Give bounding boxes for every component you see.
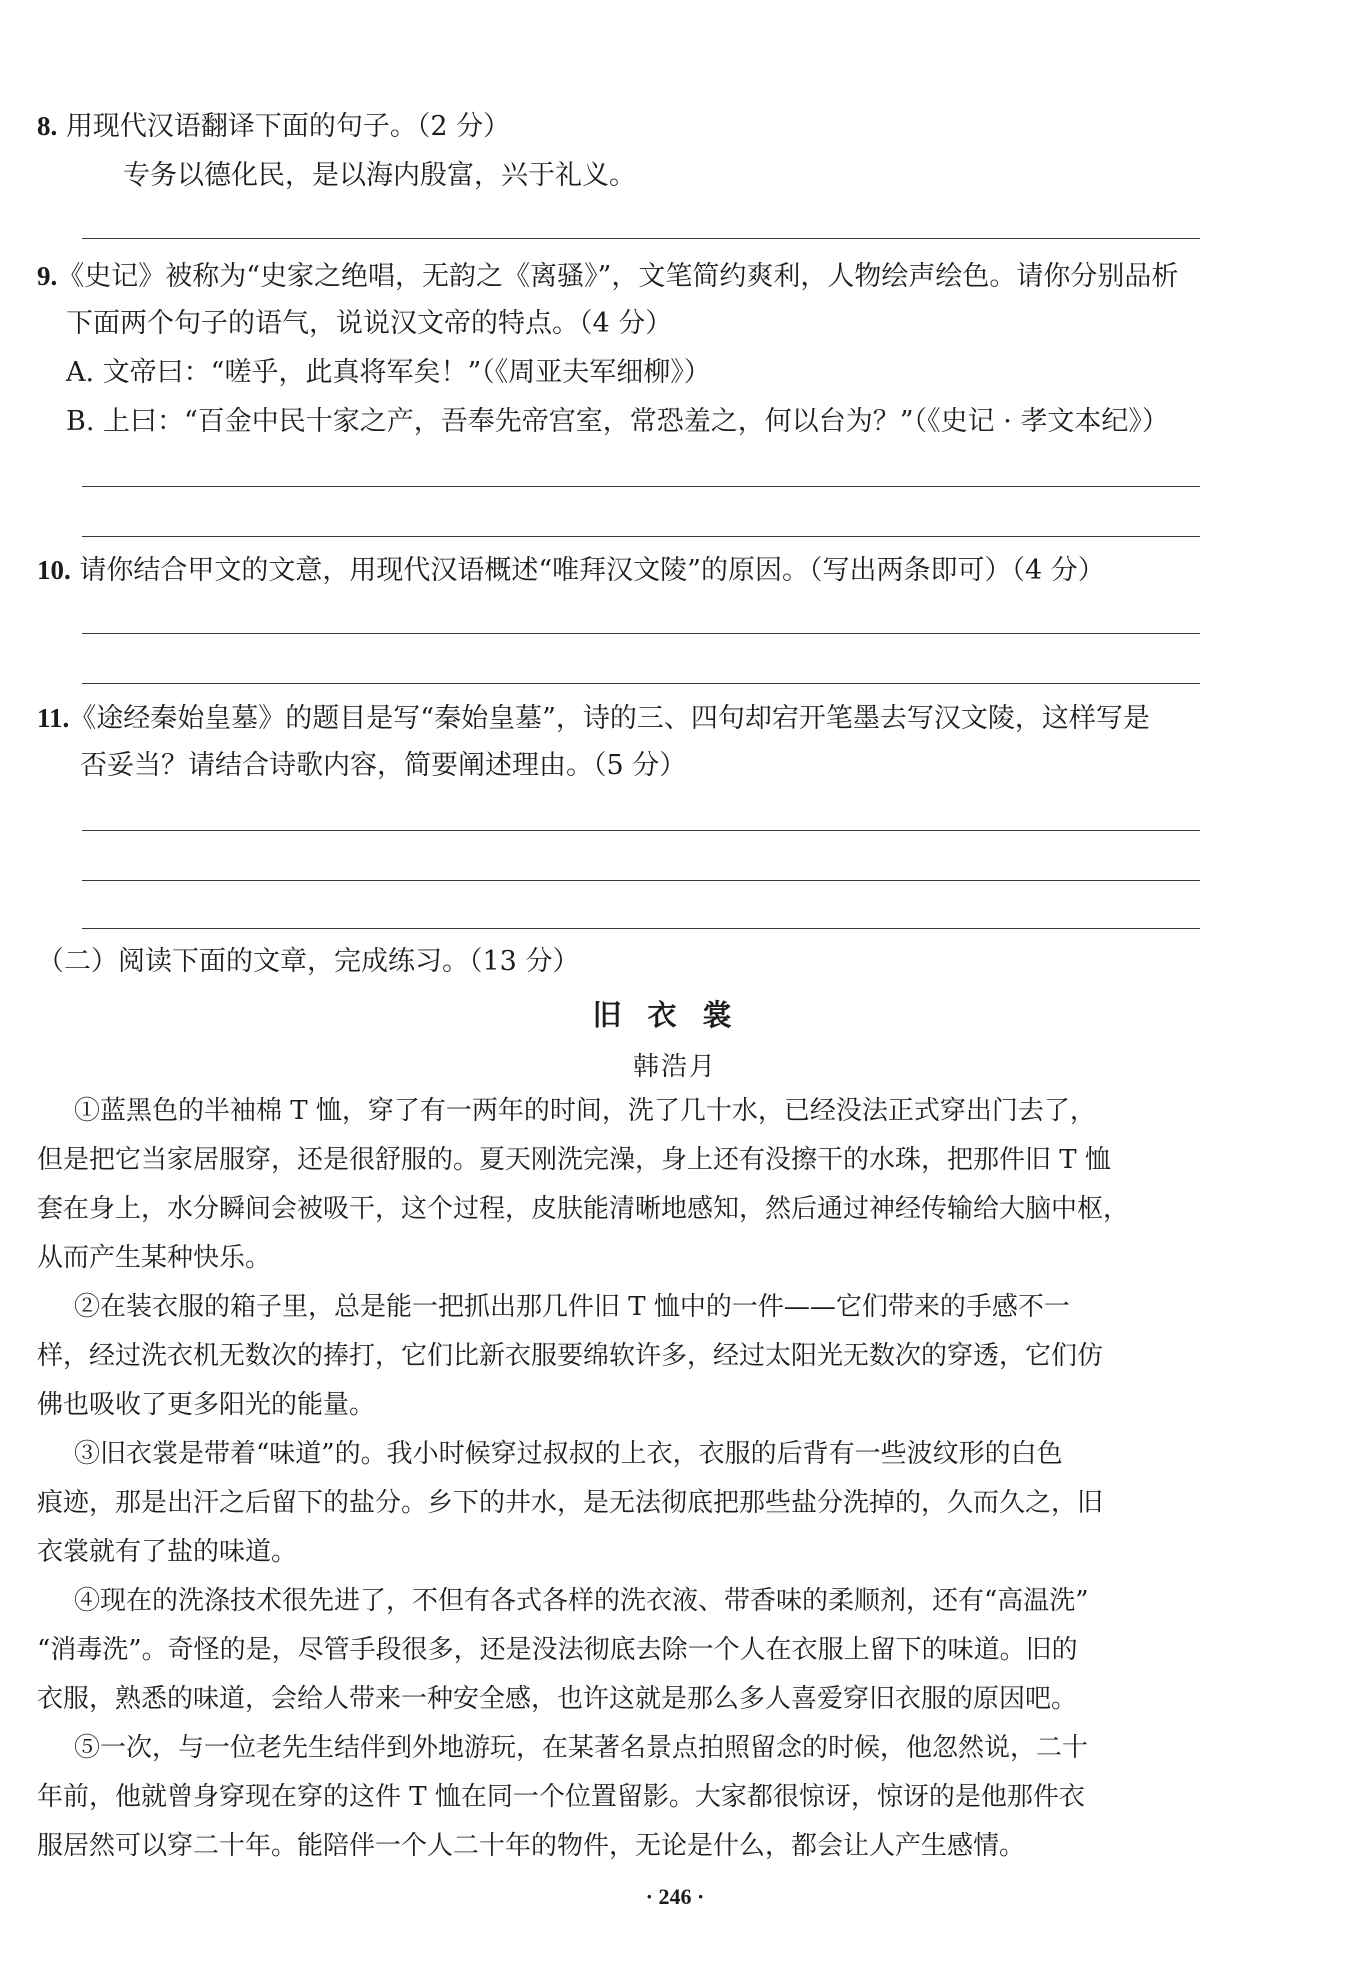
paragraph-line: 痕迹，那是出汗之后留下的盐分。乡下的井水，是无法彻底把那些盐分洗掉的，久而久之，旧 [37,1488,1104,1518]
section-2-heading: （二）阅读下面的文章，完成练习。（13 分） [37,946,580,977]
paragraph-line: ⑤一次，与一位老先生结伴到外地游玩，在某著名景点拍照留念的时候，他忽然说，二十 [74,1733,1089,1763]
paragraph-line: 衣服，熟悉的味道，会给人带来一种安全感，也许这就是那么多人喜爱穿旧衣服的原因吧。 [37,1684,1078,1714]
question-9-line-2: 下面两个句子的语气，说说汉文帝的特点。（4 分） [66,308,673,339]
question-11-number: 11. [37,703,70,733]
answer-line [82,536,1200,537]
answer-line [82,683,1200,684]
answer-line [82,928,1200,929]
paragraph-line: 年前，他就曾身穿现在穿的这件 T 恤在同一个位置留影。大家都很惊讶，惊讶的是他那件衣 [37,1782,1085,1812]
paragraph-line: 套在身上，水分瞬间会被吸干，这个过程，皮肤能清晰地感知，然后通过神经传输给大脑中枢， [37,1194,1130,1224]
article-title: 旧衣裳 [592,998,758,1032]
question-9-line-1 [37,258,1178,295]
question-9-text: 《史记》被称为“史家之绝唱，无韵之《离骚》”，文笔简约爽利，人物绘声绘色。请你分别品析 [57,261,1179,292]
paragraph-line: 服居然可以穿二十年。能陪伴一个人二十年的物件，无论是什么，都会让人产生感情。 [37,1831,1026,1861]
paragraph-line: 样，经过洗衣机无数次的捧打，它们比新衣服要绵软许多，经过太阳光无数次的穿透，它们仿 [37,1341,1104,1371]
question-11-line-2: 否妥当？请结合诗歌内容，简要阐述理由。（5 分） [80,750,687,781]
answer-line [82,238,1200,239]
question-9-option-b: B. 上曰：“百金中民十家之产，吾奉先帝宫室，常恐羞之，何以台为？”（《史记 · 孝文本纪》） [66,406,1169,437]
question-9-number: 9. [37,261,58,291]
answer-line [82,633,1200,634]
paragraph-line: “消毒洗”。奇怪的是，尽管手段很多，还是没法彻底去除一个人在衣服上留下的味道。旧的 [37,1635,1078,1665]
answer-line [82,880,1200,881]
paragraph-line: 从而产生某种快乐。 [37,1243,272,1273]
paragraph-line: ②在装衣服的箱子里，总是能一把抓出那几件旧 T 恤中的一件——它们带来的手感不一 [74,1292,1070,1322]
question-8-number: 8. [37,111,58,141]
answer-line [82,830,1200,831]
question-8-text: 用现代汉语翻译下面的句子。（2 分） [65,111,511,142]
question-10-text: 请你结合甲文的文意，用现代汉语概述“唯拜汉文陵”的原因。（写出两条即可）（4 分） [79,555,1105,586]
paragraph-line: ④现在的洗涤技术很先进了，不但有各式各样的洗衣液、带香味的柔顺剂，还有“高温洗” [74,1586,1089,1616]
paragraph-line: 衣裳就有了盐的味道。 [37,1537,298,1567]
answer-line [82,486,1200,487]
question-10-stem [37,552,1105,589]
paragraph-line: 佛也吸收了更多阳光的能量。 [37,1390,376,1420]
paragraph-line: 但是把它当家居服穿，还是很舒服的。夏天刚洗完澡，身上还有没擦干的水珠，把那件旧 T 恤 [37,1145,1111,1175]
question-8-sentence: 专务以德化民，是以海内殷富，兴于礼义。 [123,160,636,191]
question-10-number: 10. [37,555,71,585]
question-11-text: 《途经秦始皇墓》的题目是写“秦始皇墓”，诗的三、四句却宕开笔墨去写汉文陵，这样写是 [69,703,1150,734]
question-8-stem [37,108,510,145]
page-number: · 246 · [645,1884,705,1909]
question-11-line-1 [37,700,1150,737]
paragraph-line: ③旧衣裳是带着“味道”的。我小时候穿过叔叔的上衣，衣服的后背有一些波纹形的白色 [74,1439,1063,1469]
paragraph-line: ①蓝黑色的半袖棉 T 恤，穿了有一两年的时间，洗了几十水，已经没法正式穿出门去了， [74,1096,1096,1126]
question-9-option-a: A. 文帝曰：“嗟乎，此真将军矣！”（《周亚夫军细柳》） [66,357,711,388]
article-author: 韩浩月 [632,1052,717,1082]
